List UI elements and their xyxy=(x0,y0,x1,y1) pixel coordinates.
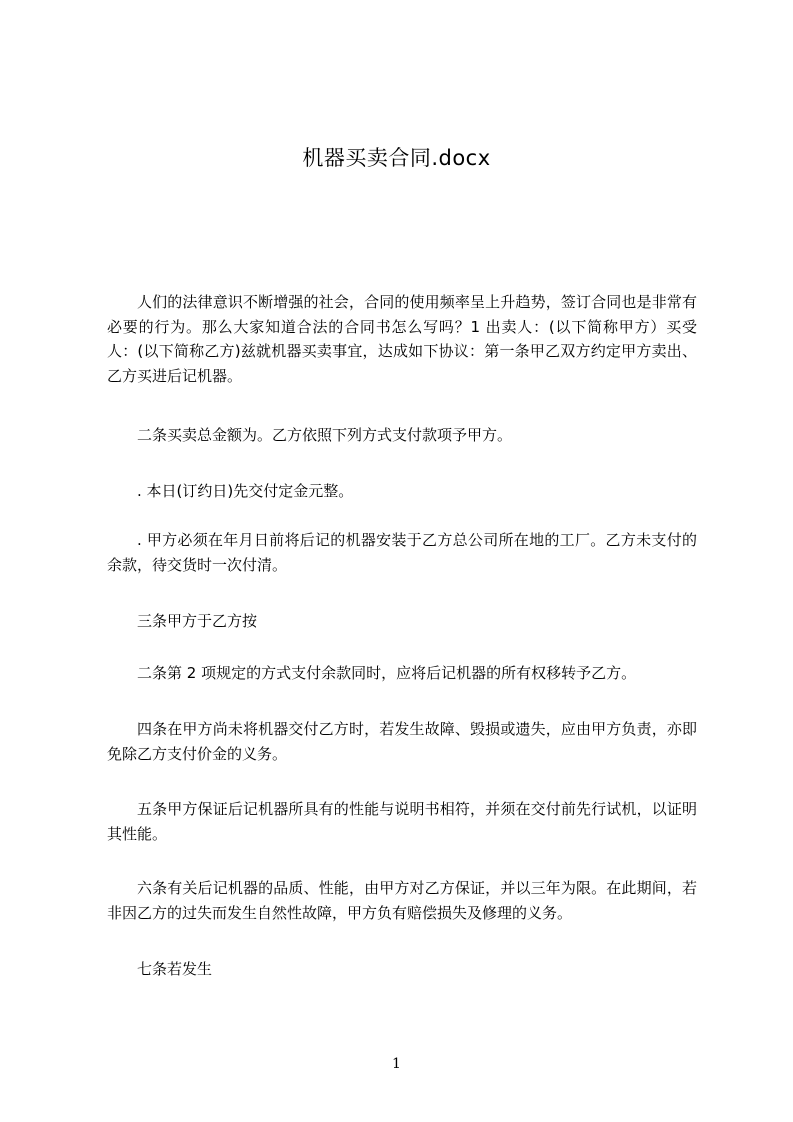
paragraph-article-7: 七条若发生 xyxy=(137,960,213,978)
paragraph-article-6: 六条有关后记机器的品质、性能，由甲方对乙方保证，并以三年为限。在此期间，若非因乙方的过失而发生自然性故障，甲方负有赔偿损失及修理的义务。 xyxy=(107,879,697,922)
paragraph-article-5: 五条甲方保证后记机器所具有的性能与说明书相符，并须在交付前先行试机，以证明其性能。 xyxy=(107,800,697,843)
paragraph-article-3: 三条甲方于乙方按 xyxy=(137,612,258,630)
page-number: 1 xyxy=(392,1056,401,1072)
paragraph-article-2: 二条买卖总金额为。乙方依照下列方式支付款项予甲方。 xyxy=(137,426,513,444)
paragraph-installation: . 甲方必须在年月日前将后记的机器安装于乙方总公司所在地的工厂。乙方未支付的余款，待交货时一次付清。 xyxy=(107,531,697,574)
paragraph-article-4: 四条在甲方尚未将机器交付乙方时，若发生故障、毁损或遗失，应由甲方负责，亦即免除乙方支付价金的义务。 xyxy=(107,720,697,763)
paragraph-intro: 人们的法律意识不断增强的社会，合同的使用频率呈上升趋势，签订合同也是非常有必要的行为。那么大家知道合法的合同书怎么写吗？1 出卖人：(以下简称甲方）买受人：(以下简称乙方)兹就机器买卖事宜，达成如下协议：第一条甲乙双方约定甲方卖出、乙方买进后记机器。 xyxy=(107,293,697,385)
document-title: 机器买卖合同.docx xyxy=(302,146,491,170)
paragraph-ownership-transfer: 二条第 2 项规定的方式支付余款同时，应将后记机器的所有权移转予乙方。 xyxy=(137,664,637,682)
paragraph-deposit: . 本日(订约日)先交付定金元整。 xyxy=(137,482,354,500)
